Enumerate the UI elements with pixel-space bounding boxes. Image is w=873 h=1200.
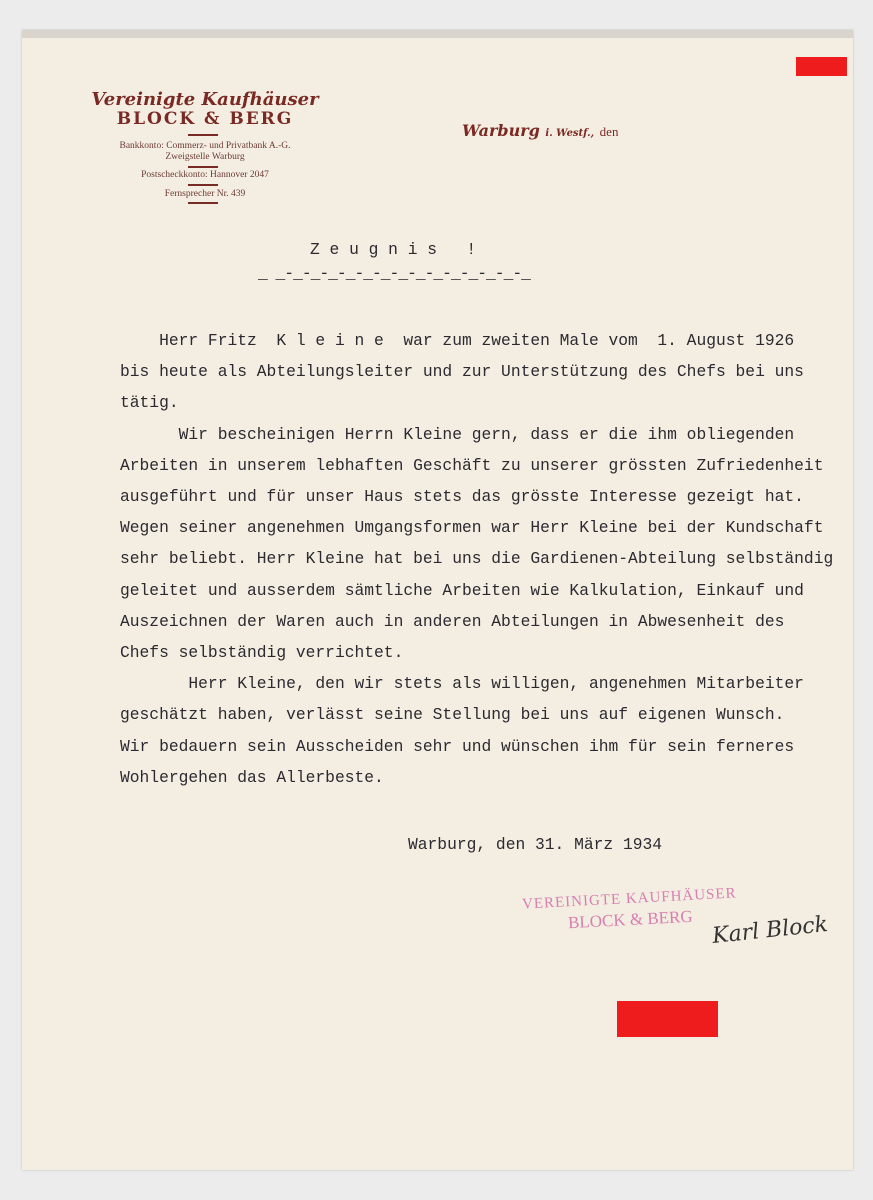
city-name: Warburg [462, 121, 540, 140]
document-page [22, 30, 853, 1170]
postal-account: Postscheckkonto: Hannover 2047 [141, 170, 269, 180]
divider [188, 134, 218, 136]
bank-account: Bankkonto: Commerz- und Privatbank A.-G. [119, 141, 291, 151]
date-prefix: den [599, 124, 619, 139]
body-line: geschätzt haben, verlässt seine Stellung bei uns auf eigenen Wunsch. [120, 705, 785, 725]
body-line: Wir bescheinigen Herrn Kleine gern, dass er die ihm obliegenden [120, 424, 795, 444]
company-stamp-line2: BLOCK & BERG [567, 906, 694, 933]
body-line: Wegen seiner angenehmen Umgangsformen war Herr Kleine bei der Kundschaft [120, 518, 824, 538]
company-stamp-line1: VEREINIGTE KAUFHÄUSER [521, 885, 737, 913]
signature: Karl Block [711, 911, 830, 950]
region: i. Westf., [545, 128, 595, 139]
title-underline: _ _-_-_-_-_-_-_-_-_-_-_-_-_-_-_ [258, 264, 530, 283]
body-line: tätig. [120, 393, 179, 413]
scan-edge [22, 30, 853, 38]
body-line: Arbeiten in unserem lebhaften Geschäft zu unserer grössten Zufriedenheit [120, 455, 824, 475]
date-line: Warburg, den 31. März 1934 [408, 835, 663, 854]
document-title: Z e u g n i s ! [310, 240, 477, 259]
divider [188, 166, 218, 168]
body-line: geleitet und ausserdem sämtliche Arbeiten wie Kalkulation, Einkauf und [120, 580, 804, 600]
body-line: sehr beliebt. Herr Kleine hat bei uns die Gardienen-Abteilung selbständig [120, 549, 834, 569]
letterhead-city [462, 121, 618, 140]
body-line: Wir bedauern sein Ausscheiden sehr und wünschen ihm für sein ferneres [120, 736, 795, 756]
company-name: Vereinigte Kaufhäuser [91, 89, 319, 110]
body-line: ausgeführt und für unser Haus stets das grösste Interesse gezeigt hat. [120, 487, 804, 506]
body-line: Herr Kleine, den wir stets als willigen, angenehmen Mitarbeiter [120, 674, 804, 694]
divider [188, 202, 218, 204]
redaction-box [796, 57, 847, 76]
redaction-box [617, 1001, 718, 1037]
body-line: Auszeichnen der Waren auch in anderen Abteilungen in Abwesenheit des [120, 611, 785, 631]
bank-branch: Zweigstelle Warburg [165, 152, 245, 162]
body-line: bis heute als Abteilungsleiter und zur Unterstützung des Chefs bei uns [120, 362, 804, 382]
body-line: Chefs selbständig verrichtet. [120, 643, 404, 662]
body-line: Herr Fritz K l e i n e war zum zweiten Male vom 1. August 1926 [120, 331, 795, 350]
body-line: Wohlergehen das Allerbeste. [120, 767, 384, 787]
divider [188, 184, 218, 186]
phone-number: Fernsprecher Nr. 439 [164, 189, 246, 199]
company-brand: BLOCK & BERG [116, 109, 294, 129]
